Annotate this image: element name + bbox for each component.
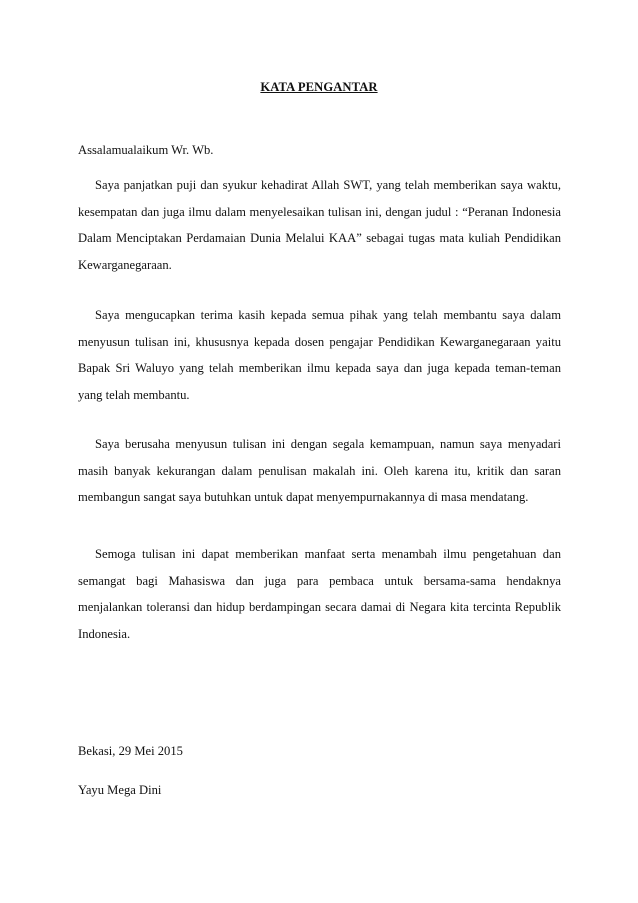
place-date: Bekasi, 29 Mei 2015	[78, 744, 183, 758]
paragraph-request-feedback: Saya berusaha menyusun tulisan ini dengan segala kemampuan, namun saya menyadari masih banyak kekurangan dalam penulisan makalah ini. Oleh karena itu, kritik dan saran membangun sangat saya butuhkan untuk dapat menyempurnakannya di masa mendatang.	[78, 437, 561, 504]
salutation: Assalamualaikum Wr. Wb.	[78, 143, 214, 157]
paragraph-opening: Saya panjatkan puji dan syukur kehadirat Allah SWT, yang telah memberikan saya waktu, kesempatan dan juga ilmu dalam menyelesaikan tulisan ini, dengan judul : “Peranan Indonesia Dalam Menciptakan Perdamaian Dunia Melalui KAA” sebagai tugas mata kuliah Pendidikan Kewarganegaraan.	[78, 178, 561, 272]
paragraph-acknowledgement: Saya mengucapkan terima kasih kepada semua pihak yang telah membantu saya dalam menyusun tulisan ini, khususnya kepada dosen pengajar Pendidikan Kewarganegaraan yaitu Bapak Sri Waluyo yang telah memberikan ilmu kepada saya dan juga kepada teman-teman yang telah membantu.	[78, 308, 561, 402]
author-name: Yayu Mega Dini	[78, 783, 162, 797]
paragraph-closing-hope: Semoga tulisan ini dapat memberikan manfaat serta menambah ilmu pengetahuan dan semangat bagi Mahasiswa dan juga para pembaca untuk bersama-sama hendaknya menjalankan toleransi dan hidup berdampingan secara damai di Negara kita tercinta Republik Indonesia.	[78, 547, 561, 641]
page-title: KATA PENGANTAR	[260, 80, 378, 94]
